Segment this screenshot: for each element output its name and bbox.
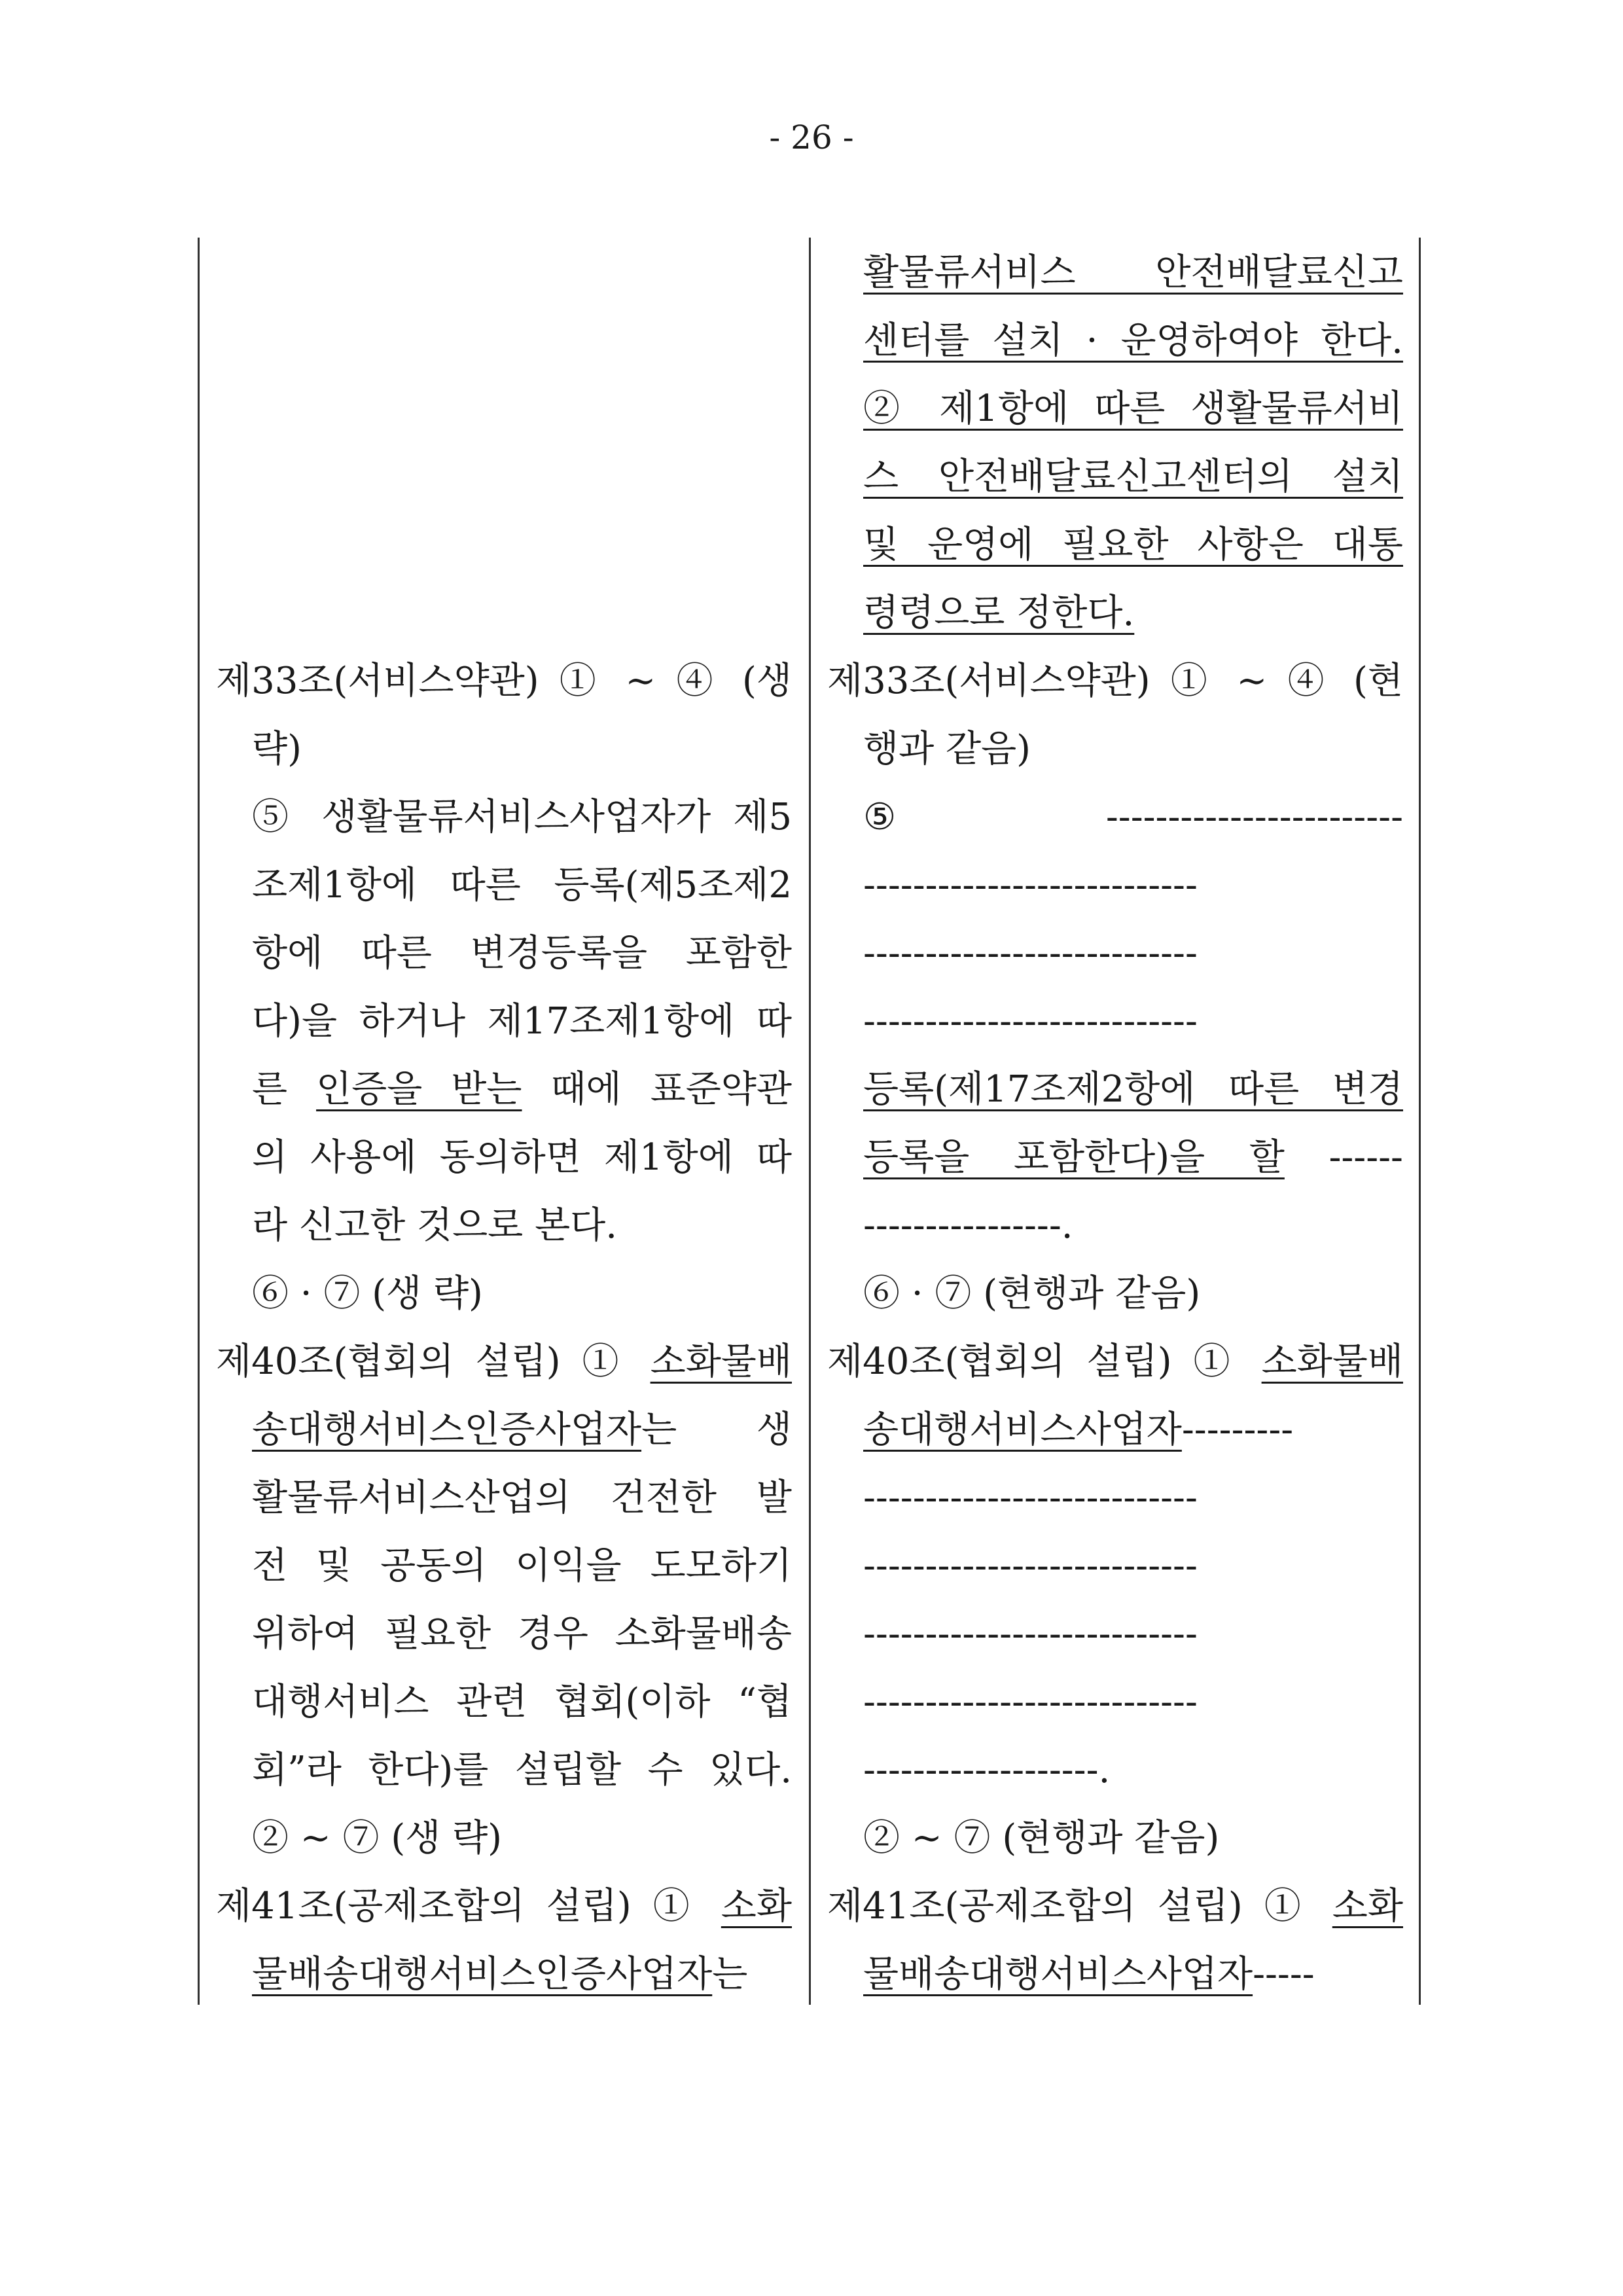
page-number: - 26 - [769,118,854,156]
amendment-line: 행과 같음) [863,728,1031,770]
amendment-line: -------------------. [863,1749,1111,1791]
amendment-line: 및 운영에 필요한 사항은 대통 [863,524,1403,566]
amendment-line: 제40조(협회의 설립) ① 소화물배 [827,1340,1403,1383]
current-line: 활물류서비스산업의 건전한 발 [252,1477,792,1519]
amendment-line: --------------------------- [863,864,1198,906]
amendment-line: 제33조(서비스약관) ① ~ ④ (현 [827,660,1403,702]
current-line: ⑤ 생활물류서비스사업자가 제5 [252,796,792,838]
current-line: 송대행서비스인증사업자는 생 [252,1408,792,1451]
amendment-line: --------------------------- [863,932,1198,975]
current-line: 다)을 하거나 제17조제1항에 따 [252,1000,792,1043]
current-line [216,239,792,307]
amendment-line: 물배송대행서비스사업자----- [863,1953,1315,1996]
current-line [216,443,792,511]
amendment-line: --------------------------- [863,1545,1198,1587]
current-line: ② ~ ⑦ (생 략) [252,1817,503,1859]
amendment-line: 등록을 포함한다)을 할 ------ [863,1136,1403,1179]
amendment-line: ② 제1항에 따른 생활물류서비 [863,387,1403,430]
current-line [216,307,792,375]
current-line [216,579,792,647]
amendment-line: --------------------------- [863,1613,1198,1655]
current-line [216,375,792,443]
amendment-line: ⑤ ------------------------ [863,796,1403,838]
amendment-line: --------------------------- [863,1000,1198,1043]
amendment-line: 활물류서비스 안전배달료신고 [863,251,1403,294]
current-line: ⑥ · ⑦ (생 략) [252,1272,483,1315]
current-line: 위하여 필요한 경우 소화물배송 [252,1613,792,1655]
current-line: 물배송대행서비스인증사업자는 [252,1953,748,1996]
table-column-divider [809,238,811,2005]
amendment-line: 등록(제17조제2항에 따른 변경 [863,1068,1403,1111]
current-line: 른 인증을 받는 때에 표준약관 [252,1068,792,1111]
amendment-line: 령령으로 정한다. [863,592,1135,634]
amendment-line: ----------------. [863,1204,1073,1247]
amendment-line: 센터를 설치 · 운영하여야 한다. [863,319,1403,362]
amendment-line: ⑥ · ⑦ (현행과 같음) [863,1272,1201,1315]
amendment-line: 제41조(공제조합의 설립) ① 소화 [827,1885,1403,1928]
amendment-line: --------------------------- [863,1681,1198,1723]
amendment-line: 스 안전배달료신고센터의 설치 [863,456,1403,498]
current-line: 략) [252,728,302,770]
current-line: 라 신고한 것으로 본다. [252,1204,618,1247]
amendment-line: ② ~ ⑦ (현행과 같음) [863,1817,1220,1859]
current-line: 제33조(서비스약관) ① ~ ④ (생 [216,660,792,702]
current-line: 의 사용에 동의하면 제1항에 따 [252,1136,792,1179]
current-line: 제41조(공제조합의 설립) ① 소화 [216,1885,792,1928]
current-line: 회”라 한다)를 설립할 수 있다. [252,1749,792,1791]
amendment-column [827,239,1403,2009]
current-line [216,511,792,579]
current-line: 전 및 공동의 이익을 도모하기 [252,1545,792,1587]
current-line: 항에 따른 변경등록을 포함한 [252,932,792,975]
current-line: 조제1항에 따른 등록(제5조제2 [252,864,792,906]
amendment-line: --------------------------- [863,1477,1198,1519]
current-line: 대행서비스 관련 협회(이하 “협 [252,1681,792,1723]
current-line: 제40조(협회의 설립) ① 소화물배 [216,1340,792,1383]
table-border-left [198,238,200,2005]
amendment-line: 송대행서비스사업자--------- [863,1408,1294,1451]
current-law-column [216,239,792,2009]
table-border-right [1419,238,1421,2005]
